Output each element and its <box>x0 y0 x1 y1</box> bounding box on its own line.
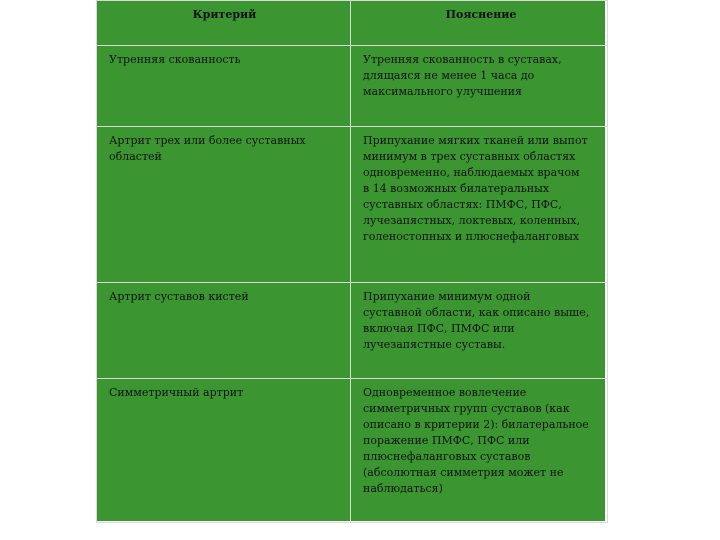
explanation-cell <box>351 127 608 283</box>
explanation-cell <box>351 46 608 127</box>
criterion-text: Симметричный артрит <box>109 386 244 399</box>
explanation-text: Одновременное вовлечение симметричных групп суставов (как описано в критерии 2): билатеральное поражение ПМФС, ПФС или плюснефаланговых суставов (абсолютная симметрия может не наблюдаться) <box>363 386 589 495</box>
table-header-row <box>97 1 608 46</box>
criterion-text: Утренняя скованность <box>109 53 241 66</box>
explanation-cell <box>351 379 608 523</box>
criteria-table <box>96 0 608 523</box>
header-criterion: Критерий <box>192 8 257 21</box>
explanation-cell <box>351 283 608 379</box>
criterion-cell <box>97 46 351 127</box>
table-row <box>97 283 608 379</box>
table-row <box>97 46 608 127</box>
header-criterion-cell <box>97 1 351 46</box>
table-row <box>97 127 608 283</box>
criterion-cell <box>97 283 351 379</box>
criteria-table-container <box>96 0 605 521</box>
header-explanation: Пояснение <box>445 8 517 21</box>
explanation-text: Припухание мягких тканей или выпот минимум в трех суставных областях одновременно, наблюдаемых врачом в 14 возможных билатеральных суставных областях: ПМФС, ПФС, лучезапястных, локтевых, коленных, голеностопных и плюснефаланговых <box>363 134 588 243</box>
header-explanation-cell <box>351 1 608 46</box>
explanation-text: Утренняя скованность в суставах, длящаяся не менее 1 часа до максимального улучшения <box>363 53 562 98</box>
table-row <box>97 379 608 523</box>
criterion-text: Артрит трех или более суставных областей <box>109 134 306 163</box>
criterion-text: Артрит суставов кистей <box>109 290 249 303</box>
explanation-text: Припухание минимум одной суставной области, как описано выше, включая ПФС, ПМФС или лучезапястные суставы. <box>363 290 590 351</box>
criterion-cell <box>97 379 351 523</box>
criterion-cell <box>97 127 351 283</box>
